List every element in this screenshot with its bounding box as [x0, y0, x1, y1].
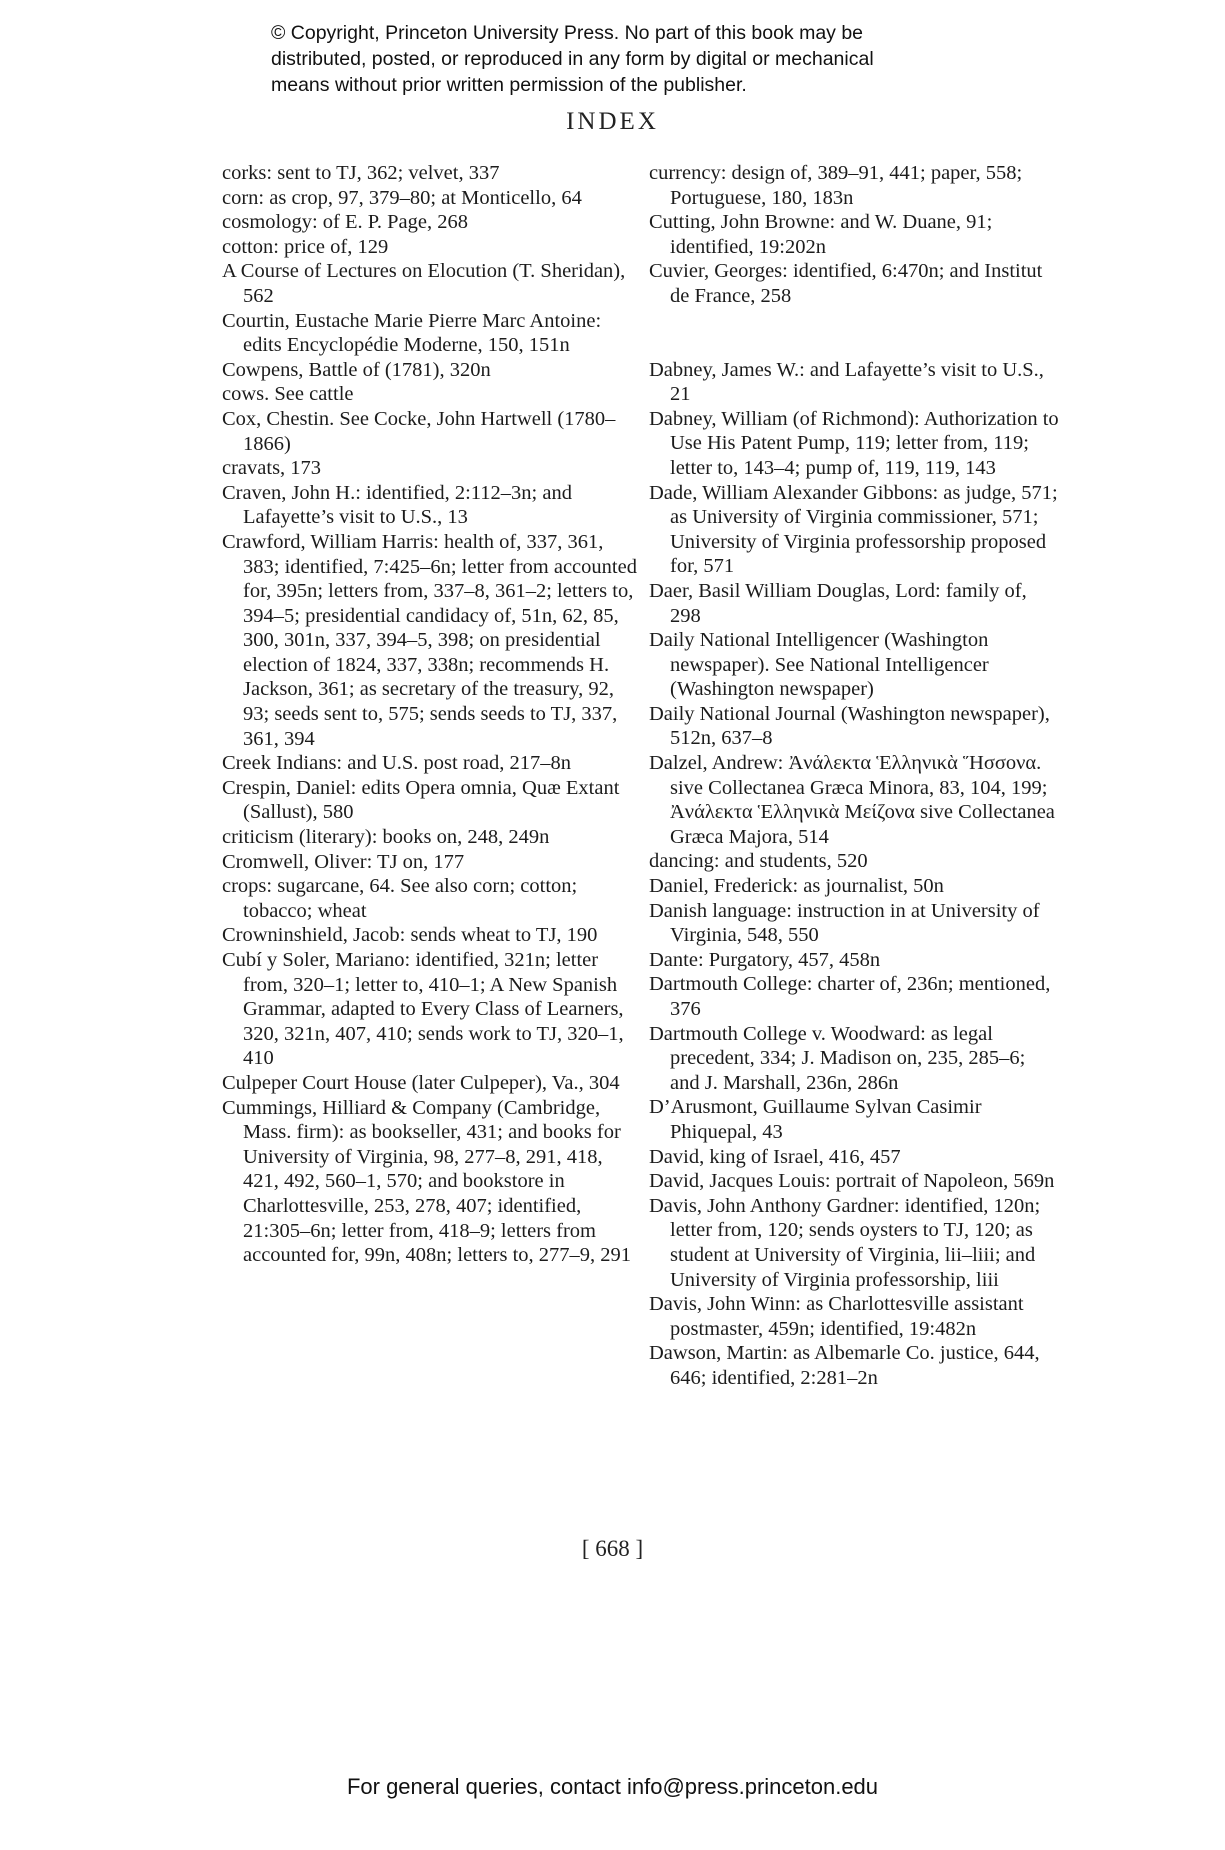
- index-entry: Daily National Journal (Washington newspaper), 512n, 637–8: [649, 702, 1050, 750]
- index-entry: David, king of Israel, 416, 457: [649, 1145, 901, 1168]
- index-entry: Crawford, William Harris: health of, 337, 361, 383; identified, 7:425–6n; letter from accounted for, 395n; letters from, 337–8, 361–2; letters to, 394–5; presidential candidacy of, 51n, 62, 85, 300, 301n, 337, 394–5, 398; on presidential election of 1824, 337, 338n; recommends H. Jackson, 361; as secretary of the treasury, 92, 93; seeds sent to, 575; sends seeds to TJ, 337, 361, 394: [222, 530, 637, 750]
- index-entry: Craven, John H.: identified, 2:112–3n; and Lafayette’s visit to U.S., 13: [222, 481, 572, 529]
- index-entry: A Course of Lectures on Elocution (T. Sheridan), 562: [222, 260, 626, 307]
- copyright-line: distributed, posted, or reproduced in any form by digital or mechanical: [271, 48, 874, 70]
- index-entry: Dartmouth College: charter of, 236n; mentioned, 376: [649, 973, 1051, 1020]
- index-entry: cows. See cattle: [222, 383, 354, 406]
- index-entry: cotton: price of, 129: [222, 235, 389, 258]
- index-entry: David, Jacques Louis: portrait of Napoleon, 569n: [649, 1170, 1055, 1193]
- index-entry: Cubí y Soler, Mariano: identified, 321n; letter from, 320–1; letter to, 410–1; A New Spanish Grammar, adapted to Every Class of Learners, 320, 321n, 407, 410; sends work to TJ, 320–1, 410: [222, 949, 624, 1070]
- index-entry: D’Arusmont, Guillaume Sylvan Casimir Phiquepal, 43: [649, 1096, 982, 1143]
- copyright-line: means without prior written permission of the publisher.: [271, 74, 747, 96]
- index-entry: Davis, John Anthony Gardner: identified, 120n; letter from, 120; sends oysters to TJ, 120; as student at University of Virginia, lii–liii; and University of Virginia professorship, liii: [649, 1194, 1041, 1291]
- index-entry: Daily National Intelligencer (Washington newspaper). See National Intelligencer (Washington newspaper): [649, 629, 989, 701]
- page-title: INDEX: [566, 108, 659, 135]
- index-entry: Cummings, Hilliard & Company (Cambridge, Mass. firm): as bookseller, 431; and books for University of Virginia, 98, 277–8, 291, 418, 421, 492, 560–1, 570; and bookstore in Charlottesville, 253, 278, 407; identified, 21:305–6n; letter from, 418–9; letters from accounted for, 99n, 408n; letters to, 277–9, 291: [222, 1096, 632, 1267]
- index-entry: Cowpens, Battle of (1781), 320n: [222, 358, 491, 381]
- index-entry: Dalzel, Andrew: Ἀνάλεκτα Ἑλληνικὰ Ἥσσονα. sive Collectanea Græca Minora, 83, 104, 199; Ἀνάλεκτα Ἑλληνικὰ Μείζονα sive Collectanea Græca Majora, 514: [649, 752, 1055, 848]
- index-entry: cosmology: of E. P. Page, 268: [222, 211, 468, 234]
- index-entry: corn: as crop, 97, 379–80; at Monticello, 64: [222, 186, 582, 209]
- index-entry: Crowninshield, Jacob: sends wheat to TJ, 190: [222, 924, 598, 947]
- index-entry: currency: design of, 389–91, 441; paper, 558; Portuguese, 180, 183n: [649, 162, 1023, 209]
- index-entry: dancing: and students, 520: [649, 850, 868, 873]
- copyright-notice: [271, 20, 1031, 98]
- index-entry: Cromwell, Oliver: TJ on, 177: [222, 850, 465, 873]
- index-entry: Cox, Chestin. See Cocke, John Hartwell (1780–1866): [222, 407, 616, 455]
- index-entry: Cutting, John Browne: and W. Duane, 91; identified, 19:202n: [649, 211, 993, 258]
- index-entry: Davis, John Winn: as Charlottesville assistant postmaster, 459n; identified, 19:482n: [649, 1293, 1024, 1340]
- index-entry: criticism (literary): books on, 248, 249n: [222, 826, 550, 849]
- index-column-left: [222, 161, 642, 1268]
- index-entry: Culpeper Court House (later Culpeper), Va., 304: [222, 1071, 620, 1094]
- index-entry: crops: sugarcane, 64. See also corn; cotton; tobacco; wheat: [222, 875, 578, 922]
- index-entry: corks: sent to TJ, 362; velvet, 337: [222, 162, 500, 184]
- page-number: [ 668 ]: [581, 1536, 644, 1561]
- index-entry: Creek Indians: and U.S. post road, 217–8n: [222, 752, 572, 775]
- index-entry: Daniel, Frederick: as journalist, 50n: [649, 875, 944, 898]
- index-entry: cravats, 173: [222, 457, 322, 480]
- index-entry: Dabney, James W.: and Lafayette’s visit to U.S., 21: [649, 358, 1044, 406]
- index-entry: Dawson, Martin: as Albemarle Co. justice, 644, 646; identified, 2:281–2n: [649, 1342, 1040, 1389]
- index-entry: Danish language: instruction in at University of Virginia, 548, 550: [649, 899, 1040, 947]
- index-entry: Dabney, William (of Richmond): Authorization to Use His Patent Pump, 119; letter from, 119; letter to, 143–4; pump of, 119, 119, 143: [649, 407, 1059, 479]
- footer-contact: For general queries, contact info@press.princeton.edu: [346, 1774, 879, 1799]
- index-entry: Dartmouth College v. Woodward: as legal precedent, 334; J. Madison on, 235, 285–6; and J. Marshall, 236n, 286n: [649, 1022, 1026, 1094]
- copyright-line: © Copyright, Princeton University Press. No part of this book may be: [271, 22, 864, 44]
- letter-section-break: [649, 309, 1059, 358]
- index-entry: Courtin, Eustache Marie Pierre Marc Antoine: edits Encyclopédie Moderne, 150, 151n: [222, 309, 602, 357]
- index-column-right: [649, 161, 1059, 1391]
- index-entry: Dante: Purgatory, 457, 458n: [649, 948, 881, 971]
- index-entry: Daer, Basil William Douglas, Lord: family of, 298: [649, 579, 1027, 627]
- index-entry: Cuvier, Georges: identified, 6:470n; and Institut de France, 258: [649, 260, 1043, 307]
- index-entry: Dade, William Alexander Gibbons: as judge, 571; as University of Virginia commissioner, 571; University of Virginia professorship proposed for, 571: [649, 481, 1058, 578]
- index-entry: Crespin, Daniel: edits Opera omnia, Quæ Extant (Sallust), 580: [222, 776, 620, 824]
